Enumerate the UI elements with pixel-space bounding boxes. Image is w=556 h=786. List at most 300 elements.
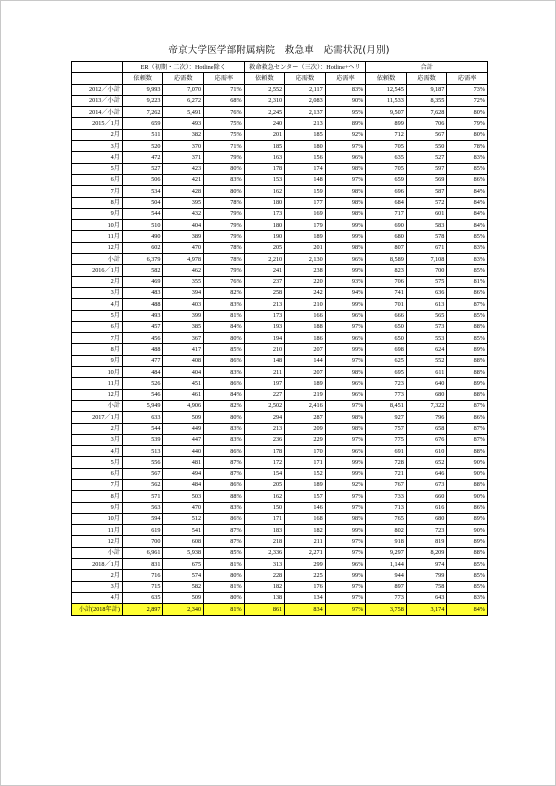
col-header-accepted: 応需数 bbox=[285, 73, 326, 84]
table-cell: 210 bbox=[244, 344, 285, 355]
table-cell: 527 bbox=[122, 163, 163, 174]
table-cell: 527 bbox=[406, 152, 447, 163]
table-cell: 650 bbox=[366, 333, 407, 344]
table-cell: 97% bbox=[325, 547, 366, 558]
table-cell: 85% bbox=[447, 231, 488, 242]
subtotal-row bbox=[72, 547, 488, 558]
table-cell: 831 bbox=[122, 559, 163, 570]
table-row bbox=[72, 581, 488, 592]
table-cell: 602 bbox=[122, 242, 163, 253]
row-label: 10月 bbox=[72, 513, 123, 524]
table-cell: 541 bbox=[163, 525, 204, 536]
row-label: 3月 bbox=[72, 581, 123, 592]
table-cell: 712 bbox=[366, 129, 407, 140]
table-cell: 157 bbox=[285, 491, 326, 502]
row-label: 12月 bbox=[72, 242, 123, 253]
table-cell: 695 bbox=[366, 367, 407, 378]
table-cell: 98% bbox=[325, 513, 366, 524]
table-cell: 99% bbox=[325, 525, 366, 536]
table-cell: 556 bbox=[122, 457, 163, 468]
table-row bbox=[72, 559, 488, 570]
table-row bbox=[72, 231, 488, 242]
table-cell: 189 bbox=[285, 479, 326, 490]
table-cell: 86% bbox=[204, 513, 245, 524]
table-cell: 159 bbox=[285, 186, 326, 197]
table-cell: 80% bbox=[204, 186, 245, 197]
table-cell: 85% bbox=[447, 581, 488, 592]
table-cell: 705 bbox=[366, 141, 407, 152]
table-cell: 573 bbox=[406, 321, 447, 332]
table-cell: 183 bbox=[244, 525, 285, 536]
table-cell: 97% bbox=[325, 592, 366, 603]
table-cell: 84% bbox=[447, 197, 488, 208]
table-cell: 189 bbox=[285, 378, 326, 389]
table-cell: 86% bbox=[204, 446, 245, 457]
row-label: 5月 bbox=[72, 457, 123, 468]
table-cell: 134 bbox=[285, 592, 326, 603]
table-cell: 205 bbox=[244, 242, 285, 253]
table-cell: 619 bbox=[122, 525, 163, 536]
table-cell: 173 bbox=[244, 208, 285, 219]
subtotal-row bbox=[72, 254, 488, 265]
table-cell: 417 bbox=[163, 344, 204, 355]
table-cell: 633 bbox=[122, 412, 163, 423]
table-row bbox=[72, 344, 488, 355]
table-cell: 807 bbox=[366, 242, 407, 253]
table-cell: 4,906 bbox=[163, 400, 204, 411]
table-cell: 706 bbox=[366, 276, 407, 287]
table-cell: 611 bbox=[406, 367, 447, 378]
table-cell: 80% bbox=[204, 412, 245, 423]
table-cell: 493 bbox=[122, 310, 163, 321]
table-cell: 178 bbox=[244, 163, 285, 174]
row-label: 9月 bbox=[72, 502, 123, 513]
table-cell: 97% bbox=[325, 536, 366, 547]
table-cell: 382 bbox=[163, 129, 204, 140]
table-row bbox=[72, 299, 488, 310]
table-row bbox=[72, 265, 488, 276]
table-cell: 85% bbox=[204, 547, 245, 558]
row-label: 3月 bbox=[72, 141, 123, 152]
table-cell: 89% bbox=[447, 536, 488, 547]
col-header-accepted: 応需数 bbox=[163, 73, 204, 84]
table-cell: 691 bbox=[366, 446, 407, 457]
table-cell: 201 bbox=[285, 242, 326, 253]
table-cell: 544 bbox=[122, 423, 163, 434]
table-cell: 608 bbox=[163, 536, 204, 547]
table-cell: 93% bbox=[325, 276, 366, 287]
table-cell: 96% bbox=[325, 559, 366, 570]
table-row bbox=[72, 208, 488, 219]
table-cell: 470 bbox=[163, 502, 204, 513]
table-cell: 82% bbox=[204, 287, 245, 298]
table-cell: 88% bbox=[447, 367, 488, 378]
table-cell: 484 bbox=[122, 367, 163, 378]
table-cell: 370 bbox=[163, 141, 204, 152]
row-label: 9月 bbox=[72, 208, 123, 219]
table-cell: 97% bbox=[325, 502, 366, 513]
table-cell: 652 bbox=[406, 457, 447, 468]
table-cell: 9,187 bbox=[406, 84, 447, 95]
row-label: 3月 bbox=[72, 287, 123, 298]
table-cell: 2,137 bbox=[285, 107, 326, 118]
table-cell: 88% bbox=[447, 389, 488, 400]
table-cell: 228 bbox=[244, 570, 285, 581]
table-cell: 96% bbox=[325, 446, 366, 457]
table-cell: 8,589 bbox=[366, 254, 407, 265]
table-cell: 81% bbox=[204, 581, 245, 592]
table-cell: 98% bbox=[325, 367, 366, 378]
table-cell: 2,502 bbox=[244, 400, 285, 411]
table-cell: 86% bbox=[447, 412, 488, 423]
table-cell: 2,340 bbox=[163, 604, 204, 615]
table-row bbox=[72, 479, 488, 490]
row-label: 2月 bbox=[72, 423, 123, 434]
table-row bbox=[72, 186, 488, 197]
table-cell: 819 bbox=[406, 536, 447, 547]
row-label: 2016／1月 bbox=[72, 265, 123, 276]
table-cell: 8,451 bbox=[366, 400, 407, 411]
table-row bbox=[72, 287, 488, 298]
table-cell: 721 bbox=[366, 468, 407, 479]
table-cell: 490 bbox=[122, 231, 163, 242]
row-label: 2月 bbox=[72, 129, 123, 140]
table-cell: 512 bbox=[163, 513, 204, 524]
table-cell: 240 bbox=[244, 118, 285, 129]
table-row bbox=[72, 423, 488, 434]
table-cell: 81% bbox=[204, 310, 245, 321]
table-cell: 2,083 bbox=[285, 95, 326, 106]
table-cell: 944 bbox=[366, 570, 407, 581]
table-cell: 78% bbox=[204, 197, 245, 208]
table-cell: 451 bbox=[163, 378, 204, 389]
table-cell: 209 bbox=[285, 423, 326, 434]
table-row bbox=[72, 468, 488, 479]
table-row bbox=[72, 412, 488, 423]
table-cell: 82% bbox=[204, 400, 245, 411]
table-cell: 2,130 bbox=[285, 254, 326, 265]
table-cell: 698 bbox=[366, 344, 407, 355]
table-cell: 440 bbox=[163, 446, 204, 457]
subtotal-row bbox=[72, 95, 488, 106]
table-cell: 5,949 bbox=[122, 400, 163, 411]
table-cell: 207 bbox=[285, 367, 326, 378]
table-cell: 84% bbox=[204, 321, 245, 332]
table-cell: 154 bbox=[244, 468, 285, 479]
table-cell: 92% bbox=[325, 129, 366, 140]
table-cell: 186 bbox=[285, 333, 326, 344]
table-row bbox=[72, 592, 488, 603]
table-cell: 97% bbox=[325, 604, 366, 615]
table-cell: 85% bbox=[447, 163, 488, 174]
table-cell: 96% bbox=[325, 310, 366, 321]
table-cell: 701 bbox=[366, 299, 407, 310]
table-cell: 625 bbox=[366, 355, 407, 366]
table-cell: 456 bbox=[122, 333, 163, 344]
table-cell: 477 bbox=[122, 355, 163, 366]
table-cell: 403 bbox=[163, 299, 204, 310]
table-cell: 2,552 bbox=[244, 84, 285, 95]
table-row bbox=[72, 536, 488, 547]
table-cell: 572 bbox=[406, 197, 447, 208]
table-cell: 684 bbox=[366, 197, 407, 208]
table-cell: 757 bbox=[366, 423, 407, 434]
table-cell: 99% bbox=[325, 457, 366, 468]
table-row bbox=[72, 367, 488, 378]
table-cell: 98% bbox=[325, 412, 366, 423]
table-cell: 659 bbox=[122, 118, 163, 129]
table-cell: 258 bbox=[244, 287, 285, 298]
table-cell: 90% bbox=[447, 457, 488, 468]
table-cell: 189 bbox=[285, 231, 326, 242]
table-cell: 96% bbox=[325, 389, 366, 400]
table-cell: 773 bbox=[366, 389, 407, 400]
table-cell: 83% bbox=[447, 254, 488, 265]
table-cell: 552 bbox=[406, 355, 447, 366]
table-cell: 99% bbox=[325, 231, 366, 242]
table-cell: 89% bbox=[447, 344, 488, 355]
row-label: 2月 bbox=[72, 276, 123, 287]
table-cell: 582 bbox=[122, 265, 163, 276]
table-cell: 213 bbox=[285, 118, 326, 129]
table-cell: 597 bbox=[406, 163, 447, 174]
table-cell: 152 bbox=[285, 468, 326, 479]
table-cell: 675 bbox=[163, 559, 204, 570]
sub-header-row bbox=[72, 73, 488, 84]
table-cell: 90% bbox=[325, 95, 366, 106]
table-cell: 2,271 bbox=[285, 547, 326, 558]
table-cell: 461 bbox=[163, 389, 204, 400]
table-cell: 81% bbox=[204, 604, 245, 615]
table-cell: 624 bbox=[406, 344, 447, 355]
table-cell: 511 bbox=[122, 129, 163, 140]
table-cell: 97% bbox=[325, 581, 366, 592]
table-cell: 80% bbox=[204, 592, 245, 603]
table-cell: 2,117 bbox=[285, 84, 326, 95]
table-row bbox=[72, 378, 488, 389]
table-cell: 488 bbox=[122, 344, 163, 355]
table-cell: 89% bbox=[325, 118, 366, 129]
table-cell: 563 bbox=[122, 502, 163, 513]
table-cell: 546 bbox=[122, 389, 163, 400]
table-cell: 166 bbox=[285, 310, 326, 321]
table-cell: 94% bbox=[325, 287, 366, 298]
table-cell: 213 bbox=[244, 423, 285, 434]
table-cell: 83% bbox=[325, 84, 366, 95]
table-row bbox=[72, 276, 488, 287]
table-cell: 506 bbox=[122, 174, 163, 185]
table-cell: 567 bbox=[122, 468, 163, 479]
table-cell: 79% bbox=[447, 118, 488, 129]
table-cell: 562 bbox=[122, 479, 163, 490]
table-cell: 97% bbox=[325, 321, 366, 332]
table-row bbox=[72, 152, 488, 163]
table-cell: 313 bbox=[244, 559, 285, 570]
table-cell: 236 bbox=[244, 434, 285, 445]
group-header-icu: 救命救急センター（三次）：Hotline+ヘリ bbox=[244, 62, 366, 73]
table-cell: 567 bbox=[406, 129, 447, 140]
table-cell: 7,322 bbox=[406, 400, 447, 411]
table-cell: 723 bbox=[406, 525, 447, 536]
table-cell: 571 bbox=[122, 491, 163, 502]
table-cell: 219 bbox=[285, 389, 326, 400]
table-cell: 680 bbox=[406, 513, 447, 524]
table-cell: 650 bbox=[366, 321, 407, 332]
table-cell: 89% bbox=[447, 513, 488, 524]
col-header-rate: 応需率 bbox=[204, 73, 245, 84]
table-cell: 673 bbox=[406, 479, 447, 490]
table-cell: 83% bbox=[447, 152, 488, 163]
table-cell: 73% bbox=[447, 84, 488, 95]
table-cell: 83% bbox=[204, 423, 245, 434]
table-cell: 97% bbox=[325, 491, 366, 502]
table-cell: 9,223 bbox=[122, 95, 163, 106]
table-cell: 99% bbox=[325, 265, 366, 276]
table-cell: 550 bbox=[406, 141, 447, 152]
table-cell: 733 bbox=[366, 491, 407, 502]
table-cell: 227 bbox=[244, 389, 285, 400]
row-label: 4月 bbox=[72, 299, 123, 310]
table-cell: 225 bbox=[285, 570, 326, 581]
table-cell: 299 bbox=[285, 559, 326, 570]
table-cell: 99% bbox=[325, 299, 366, 310]
table-cell: 178 bbox=[244, 446, 285, 457]
table-cell: 6,961 bbox=[122, 547, 163, 558]
table-cell: 395 bbox=[163, 197, 204, 208]
table-cell: 205 bbox=[244, 479, 285, 490]
table-cell: 706 bbox=[406, 118, 447, 129]
table-cell: 88% bbox=[447, 547, 488, 558]
row-label: 9月 bbox=[72, 355, 123, 366]
table-cell: 79% bbox=[204, 152, 245, 163]
table-cell: 97% bbox=[325, 141, 366, 152]
table-cell: 182 bbox=[244, 581, 285, 592]
table-cell: 95% bbox=[325, 107, 366, 118]
table-cell: 6,379 bbox=[122, 254, 163, 265]
table-cell: 601 bbox=[406, 208, 447, 219]
table-cell: 84% bbox=[447, 186, 488, 197]
row-label: 小計 bbox=[72, 400, 123, 411]
table-cell: 432 bbox=[163, 208, 204, 219]
table-cell: 75% bbox=[204, 129, 245, 140]
table-cell: 194 bbox=[244, 333, 285, 344]
table-cell: 470 bbox=[163, 242, 204, 253]
row-label: 6月 bbox=[72, 321, 123, 332]
table-cell: 509 bbox=[163, 412, 204, 423]
group-header-er: ER（初期・二次）：Hotline除く bbox=[122, 62, 244, 73]
table-cell: 469 bbox=[122, 276, 163, 287]
table-cell: 83% bbox=[204, 367, 245, 378]
row-label: 小計(2018年計) bbox=[72, 604, 123, 615]
table-row bbox=[72, 197, 488, 208]
table-cell: 97% bbox=[325, 400, 366, 411]
table-cell: 2,310 bbox=[244, 95, 285, 106]
table-cell: 144 bbox=[285, 355, 326, 366]
table-cell: 635 bbox=[122, 592, 163, 603]
row-label: 小計 bbox=[72, 254, 123, 265]
row-label: 5月 bbox=[72, 163, 123, 174]
table-cell: 700 bbox=[122, 536, 163, 547]
table-row bbox=[72, 513, 488, 524]
table-cell: 78% bbox=[204, 254, 245, 265]
table-cell: 802 bbox=[366, 525, 407, 536]
table-cell: 193 bbox=[244, 321, 285, 332]
table-cell: 211 bbox=[244, 367, 285, 378]
col-header-rate: 応需率 bbox=[325, 73, 366, 84]
row-label: 2012／小計 bbox=[72, 84, 123, 95]
table-cell: 899 bbox=[366, 118, 407, 129]
table-row bbox=[72, 389, 488, 400]
table-cell: 565 bbox=[406, 310, 447, 321]
table-row bbox=[72, 457, 488, 468]
row-label: 4月 bbox=[72, 592, 123, 603]
table-cell: 659 bbox=[366, 174, 407, 185]
table-cell: 218 bbox=[244, 536, 285, 547]
table-cell: 90% bbox=[447, 468, 488, 479]
subtotal-row bbox=[72, 84, 488, 95]
table-cell: 509 bbox=[163, 592, 204, 603]
table-cell: 180 bbox=[244, 220, 285, 231]
row-label: 2015／1月 bbox=[72, 118, 123, 129]
table-row bbox=[72, 491, 488, 502]
table-cell: 180 bbox=[244, 197, 285, 208]
table-cell: 716 bbox=[122, 570, 163, 581]
table-cell: 367 bbox=[163, 333, 204, 344]
table-cell: 12,545 bbox=[366, 84, 407, 95]
row-label: 小計 bbox=[72, 547, 123, 558]
table-cell: 96% bbox=[325, 333, 366, 344]
table-cell: 775 bbox=[366, 434, 407, 445]
table-cell: 87% bbox=[447, 400, 488, 411]
table-row bbox=[72, 242, 488, 253]
table-cell: 569 bbox=[406, 174, 447, 185]
table-cell: 87% bbox=[204, 468, 245, 479]
table-cell: 6,272 bbox=[163, 95, 204, 106]
table-cell: 86% bbox=[204, 378, 245, 389]
table-cell: 85% bbox=[204, 344, 245, 355]
table-cell: 897 bbox=[366, 581, 407, 592]
table-cell: 150 bbox=[244, 502, 285, 513]
table-cell: 80% bbox=[204, 333, 245, 344]
table-cell: 174 bbox=[285, 163, 326, 174]
table-cell: 767 bbox=[366, 479, 407, 490]
table-cell: 81% bbox=[204, 559, 245, 570]
table-cell: 83% bbox=[447, 592, 488, 603]
table-cell: 86% bbox=[204, 355, 245, 366]
table-cell: 88% bbox=[447, 446, 488, 457]
table-cell: 447 bbox=[163, 434, 204, 445]
table-cell: 177 bbox=[285, 197, 326, 208]
table-cell: 1,144 bbox=[366, 559, 407, 570]
table-cell: 220 bbox=[285, 276, 326, 287]
table-cell: 494 bbox=[163, 468, 204, 479]
table-cell: 171 bbox=[244, 513, 285, 524]
table-cell: 3,174 bbox=[406, 604, 447, 615]
row-label: 7月 bbox=[72, 333, 123, 344]
table-cell: 185 bbox=[285, 129, 326, 140]
table-cell: 582 bbox=[163, 581, 204, 592]
table-cell: 796 bbox=[406, 412, 447, 423]
table-cell: 188 bbox=[285, 321, 326, 332]
table-cell: 484 bbox=[163, 479, 204, 490]
table-cell: 173 bbox=[244, 310, 285, 321]
table-cell: 83% bbox=[204, 502, 245, 513]
table-cell: 85% bbox=[447, 333, 488, 344]
table-cell: 79% bbox=[204, 231, 245, 242]
table-cell: 99% bbox=[325, 570, 366, 581]
table-cell: 9,507 bbox=[366, 107, 407, 118]
table-cell: 85% bbox=[447, 310, 488, 321]
